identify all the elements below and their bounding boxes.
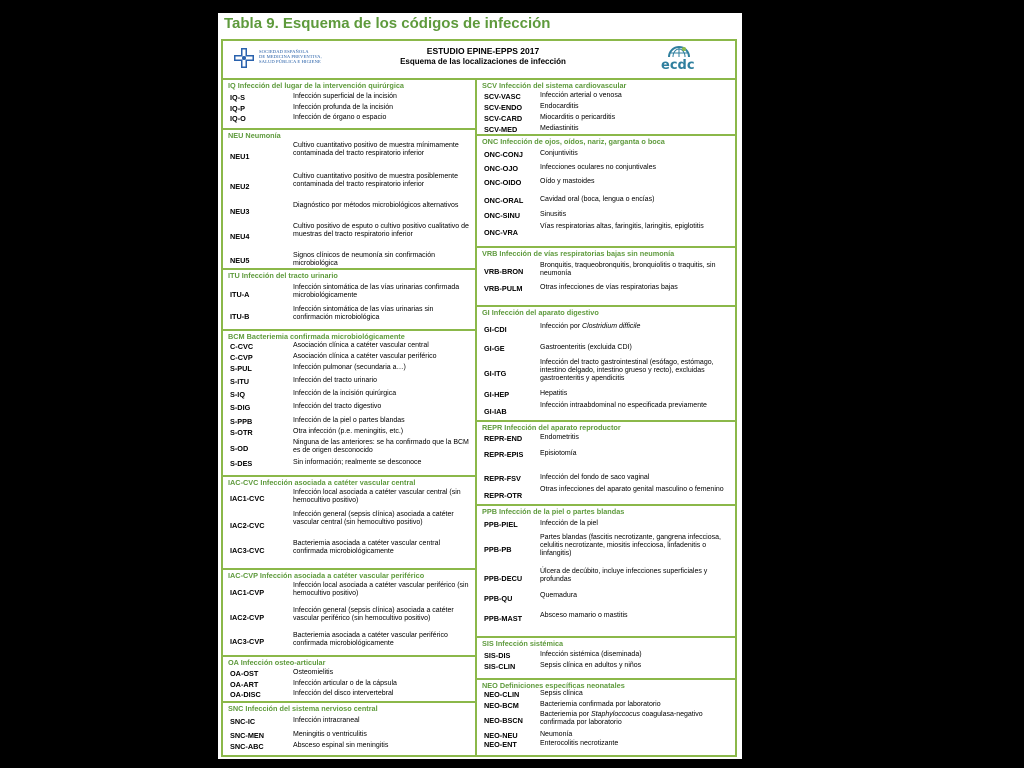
infection-description: Infección del tracto digestivo (293, 403, 382, 410)
table-row (477, 164, 735, 174)
infection-description: Vías respiratorias altas, faringitis, laringitis, epiglotitis (540, 223, 704, 230)
section-neu (223, 130, 475, 270)
section-title: SNC Infección del sistema nervioso central (228, 704, 378, 713)
infection-code: ONC-OIDO (484, 178, 522, 187)
ecdc-logo (659, 43, 709, 75)
infection-code: SNC-MEN (230, 731, 265, 740)
table-header (223, 41, 735, 80)
table-row (223, 489, 475, 509)
section-iq (223, 80, 475, 130)
infection-description: Cultivo cuantitativo positivo de muestra mínimamente contaminada del tracto respiratorio inferior (293, 142, 459, 157)
infection-code: S-PUL (230, 364, 252, 373)
infection-description: Infección del disco intervertebral (293, 690, 394, 697)
infection-code: PPB-PIEL (484, 520, 518, 529)
infection-code: IAC2-CVC (230, 521, 265, 530)
infection-code: NEO-NEU (484, 731, 518, 740)
section-title: OA Infección osteo-articular (228, 658, 326, 667)
section-sis (477, 638, 735, 680)
section-title: SIS Infección sistémica (482, 639, 564, 648)
infection-description: Otras infecciones de vías respiratorias bajas (540, 284, 678, 291)
table-row (477, 651, 735, 661)
section-title: IQ Infección del lugar de la intervención quirúrgica (228, 81, 404, 90)
table-row (477, 223, 735, 243)
infection-description: Endocarditis (540, 103, 579, 110)
infection-code: GI-ITG (484, 369, 507, 378)
table-row (477, 390, 735, 400)
infection-description: Infección por Clostridium difficile (540, 323, 641, 330)
infection-code: NEU4 (230, 232, 250, 241)
section-title: NEO Definiciones específicas neonatales (482, 681, 625, 690)
slide (218, 13, 742, 759)
infection-code: S-OD (230, 444, 249, 453)
infection-code: PPB-DECU (484, 574, 523, 583)
table-row (477, 196, 735, 206)
infection-code: NEO-BSCN (484, 716, 523, 725)
infection-code: S-ITU (230, 377, 250, 386)
section-title: NEU Neumonía (228, 131, 281, 140)
infection-code: ONC-ORAL (484, 196, 524, 205)
infection-description: Bacteriemia por Staphyloccocus coagulasa-negativo confirmada por laboratorio (540, 711, 703, 726)
table-row (223, 742, 475, 752)
infection-code: NEU1 (230, 152, 250, 161)
section-title: VRB Infección de vías respiratorias bajas sin neumonía (482, 249, 675, 258)
table-row (477, 520, 735, 530)
table-row (477, 125, 735, 135)
infection-description: Infección general (sepsis clínica) asociada a catéter vascular central (sin hemocultivo positivo) (293, 511, 454, 526)
infection-code: SNC-ABC (230, 742, 264, 751)
table-row (223, 582, 475, 604)
section-title: REPR Infección del aparato reproductor (482, 423, 621, 432)
infection-description: Endometritis (540, 434, 579, 441)
infection-code: IAC3-CVC (230, 546, 265, 555)
infection-description: Infección arterial o venosa (540, 92, 622, 99)
infection-description: Infección general (sepsis clínica) asociada a catéter vascular periférico (sin hemocultivo positivo) (293, 607, 454, 622)
section-onc (477, 136, 735, 248)
section-title: PPB Infección de la piel o partes blandas (482, 507, 625, 516)
infection-description: Úlcera de decúbito, incluye infecciones superficiales y profundas (540, 568, 708, 583)
infection-description: Infección intracraneal (293, 717, 360, 724)
infection-description: Otra infección (p.e. meningitis, etc.) (293, 428, 404, 435)
infection-description: Infecciones oculares no conjuntivales (540, 164, 656, 171)
section-neo (477, 680, 735, 755)
infection-description: Infección intraabdominal no especificada previamente (540, 402, 707, 409)
table-row (477, 662, 735, 672)
table-row (223, 439, 475, 459)
infection-code: C-CVC (230, 342, 254, 351)
infection-description: Infección del fondo de saco vaginal (540, 474, 650, 481)
infection-code: S-DIG (230, 403, 251, 412)
infection-description: Conjuntivitis (540, 150, 578, 157)
table-row (223, 717, 475, 727)
infection-code: ITU-B (230, 312, 250, 321)
infection-description: Cultivo positivo de esputo o cultivo positivo cualitativo de muestras del tracto respiratorio inferior (293, 223, 469, 238)
section-title: BCM Bacteriemia confirmada microbiológicamente (228, 332, 405, 341)
infection-code: VRB-BRON (484, 267, 524, 276)
infection-code: SCV-MED (484, 125, 518, 134)
table-row (223, 377, 475, 387)
table-row (477, 103, 735, 113)
infection-code: S-DES (230, 459, 253, 468)
infection-description: Mediastinitis (540, 125, 579, 132)
infection-description: Infección sintomática de las vías urinarias sin confirmación microbiológica (293, 306, 434, 321)
infection-description: Infección profunda de la incisión (293, 104, 394, 111)
infection-description: Otras infecciones del aparato genital masculino o femenino (540, 486, 724, 493)
infection-description: Sepsis clínica (540, 690, 583, 697)
table-row (223, 114, 475, 124)
infection-code: ONC-SINU (484, 211, 521, 220)
table-row (223, 417, 475, 427)
infection-code: OA-OST (230, 669, 259, 678)
infection-description: Meningitis o ventriculitis (293, 731, 367, 738)
sempsph-logo (231, 45, 331, 73)
table-row (223, 731, 475, 741)
infection-description: Asociación clínica a catéter vascular central (293, 342, 429, 349)
section-title: GI Infección del aparato digestivo (482, 308, 599, 317)
table-row (477, 323, 735, 337)
infection-description: Infección sistémica (diseminada) (540, 651, 642, 658)
section-repr (477, 422, 735, 506)
infection-description: Infección del tracto gastrointestinal (esófago, estómago, intestino delgado, intestino grueso y recto), excluidas gastroenteritis y apendicitis (540, 359, 714, 382)
section-itu (223, 270, 475, 331)
section-vrb (477, 248, 735, 307)
infection-description: Signos clínicos de neumonía sin confirmación microbiológica (293, 252, 436, 267)
infection-description: Sin información; realmente se desconoce (293, 459, 422, 466)
table-row (477, 474, 735, 484)
section-title: IAC-CVP Infección asociada a catéter vascular periférico (228, 571, 425, 580)
table-row (223, 173, 475, 201)
table-row (477, 434, 735, 444)
infection-code: S-PPB (230, 417, 253, 426)
table-row (223, 459, 475, 469)
table-row (223, 403, 475, 413)
infection-description: Infección local asociada a catéter vascular periférico (sin hemocultivo positivo) (293, 582, 469, 597)
infection-code: REPR-FSV (484, 474, 521, 483)
section-ppb (477, 506, 735, 638)
infection-description: Asociación clínica a catéter vascular periférico (293, 353, 437, 360)
table-row (223, 632, 475, 652)
infection-description: Infección de la incisión quirúrgica (293, 390, 397, 397)
table-row (477, 178, 735, 188)
codes-table (221, 39, 737, 757)
infection-code: NEU5 (230, 256, 250, 265)
study-subtitle: Esquema de las localizaciones de infección (400, 57, 566, 66)
infection-code: NEO-ENT (484, 740, 517, 749)
infection-code: IAC2-CVP (230, 613, 265, 622)
ecdc-wordmark: ecdc (661, 58, 695, 73)
table-row (223, 364, 475, 374)
infection-description: Partes blandas (fascitis necrotizante, gangrena infecciosa, celulitis necrotizante, miositis infecciosa, linfadenitis o linfangitis) (540, 534, 721, 557)
infection-code: IAC3-CVP (230, 637, 265, 646)
table-row (223, 142, 475, 172)
section-iac-cvc (223, 477, 475, 570)
infection-code: NEU2 (230, 182, 250, 191)
infection-description: Hepatitis (540, 390, 568, 397)
table-row (477, 344, 735, 354)
infection-description: Ninguna de las anteriores: se ha confirmado que la BCM es de origen desconocido (293, 439, 469, 454)
table-row (477, 92, 735, 102)
infection-code: IQ-S (230, 93, 245, 102)
section-oa (223, 657, 475, 703)
infection-description: Absceso espinal sin meningitis (293, 742, 389, 749)
table-row (477, 450, 735, 460)
table-row (223, 607, 475, 629)
table-row (223, 306, 475, 327)
infection-description: Infección de la piel (540, 520, 598, 527)
table-row (477, 486, 735, 506)
infection-code: REPR-EPIS (484, 450, 524, 459)
section-gi (477, 307, 735, 422)
table-row (223, 202, 475, 222)
table-row (223, 93, 475, 103)
infection-code: PPB-PB (484, 545, 512, 554)
table-row (223, 252, 475, 270)
sempsph-org-name: SOCIEDAD ESPAÑOLA DE MEDICINA PREVENTIVA, SALUD PÚBLICA E HIGIENE (259, 49, 322, 65)
sempsph-logo-icon (233, 47, 255, 69)
table-row (223, 540, 475, 562)
infection-code: NEO-BCM (484, 701, 519, 710)
table-row (477, 568, 735, 590)
table-row (477, 359, 735, 389)
table-row (477, 612, 735, 626)
table-row (223, 284, 475, 305)
infection-code: OA-ART (230, 680, 259, 689)
infection-code: SNC-IC (230, 717, 256, 726)
infection-code: SCV-CARD (484, 114, 523, 123)
infection-description: Infección pulmonar (secundaria a…) (293, 364, 406, 371)
infection-description: Enterocolitis necrotizante (540, 740, 619, 747)
infection-description: Infección del tracto urinario (293, 377, 378, 384)
table-row (477, 711, 735, 731)
infection-code: IAC1-CVC (230, 494, 265, 503)
table-row (223, 428, 475, 438)
infection-code: ONC-CONJ (484, 150, 523, 159)
table-row (223, 680, 475, 690)
slide-title: Tabla 9. Esquema de los códigos de infección (224, 15, 551, 32)
table-row (477, 284, 735, 294)
table-row (477, 114, 735, 124)
infection-code: REPR-OTR (484, 491, 523, 500)
infection-code: IQ-O (230, 114, 246, 123)
infection-description: Episiotomía (540, 450, 577, 457)
section-title: ITU Infección del tracto urinario (228, 271, 338, 280)
infection-code: SIS-DIS (484, 651, 511, 660)
infection-code: OA-DISC (230, 690, 261, 699)
table-row (477, 262, 735, 282)
table-row (223, 342, 475, 352)
infection-code: NEU3 (230, 207, 250, 216)
infection-code: SIS-CLIN (484, 662, 516, 671)
infection-code: GI-CDI (484, 325, 507, 334)
infection-description: Infección sintomática de las vías urinarias confirmada microbiológicamente (293, 284, 460, 299)
infection-code: PPB-QU (484, 594, 513, 603)
table-row (223, 390, 475, 400)
table-row (477, 592, 735, 606)
infection-code: ONC-OJO (484, 164, 519, 173)
infection-code: REPR-END (484, 434, 523, 443)
infection-code: GI-IAB (484, 407, 507, 416)
table-row (477, 534, 735, 566)
infection-description: Infección de órgano o espacio (293, 114, 387, 121)
table-row (223, 104, 475, 114)
infection-description: Sinusitis (540, 211, 567, 218)
table-row (223, 223, 475, 251)
table-row (477, 690, 735, 700)
table-row (223, 669, 475, 679)
infection-description: Infección superficial de la incisión (293, 93, 397, 100)
infection-code: GI-GE (484, 344, 505, 353)
infection-description: Sepsis clínica en adultos y niños (540, 662, 642, 669)
infection-description: Bacteriemia confirmada por laboratorio (540, 701, 661, 708)
table-row (223, 511, 475, 541)
infection-description: Neumonía (540, 731, 573, 738)
section-snc (223, 703, 475, 755)
infection-code: VRB-PULM (484, 284, 523, 293)
section-title: ONC Infección de ojos, oídos, nariz, garganta o boca (482, 137, 665, 146)
infection-description: Bronquitis, traqueobronquitis, bronquiolitis o traquitis, sin neumonía (540, 262, 716, 277)
infection-description: Absceso mamario o mastitis (540, 612, 628, 619)
infection-description: Oído y mastoides (540, 178, 595, 185)
section-title: IAC-CVC Infección asociada a catéter vascular central (228, 478, 416, 487)
infection-description: Bacteriemia asociada a catéter vascular central confirmada microbiológicamente (293, 540, 441, 555)
section-scv (477, 80, 735, 136)
infection-code: ONC-VRA (484, 228, 519, 237)
table-row (477, 701, 735, 711)
table-row (477, 740, 735, 750)
infection-code: SCV-VASC (484, 92, 521, 101)
infection-description: Infección local asociada a catéter vascular central (sin hemocultivo positivo) (293, 489, 461, 504)
section-iac-cvp (223, 570, 475, 657)
infection-code: SCV-ENDO (484, 103, 523, 112)
infection-code: IQ-P (230, 104, 245, 113)
table-row (223, 690, 475, 700)
infection-description: Miocarditis o pericarditis (540, 114, 616, 121)
infection-description: Bacteriemia asociada a catéter vascular periférico confirmada microbiológicamente (293, 632, 448, 647)
section-bcm (223, 331, 475, 477)
infection-description: Diagnóstico por métodos microbiológicos alternativos (293, 202, 459, 209)
infection-description: Gastroenteritis (excluida CDI) (540, 344, 632, 351)
infection-description: Quemadura (540, 592, 577, 599)
infection-code: NEO-CLIN (484, 690, 520, 699)
section-title: SCV Infección del sistema cardiovascular (482, 81, 627, 90)
infection-description: Osteomielitis (293, 669, 334, 676)
infection-code: S-OTR (230, 428, 253, 437)
table-row (223, 353, 475, 363)
infection-code: ITU-A (230, 290, 250, 299)
infection-code: C-CVP (230, 353, 253, 362)
infection-description: Cultivo cuantitativo positivo de muestra posiblemente contaminada del tracto respiratorio inferior (293, 173, 458, 188)
study-title: ESTUDIO EPINE-EPPS 2017 (426, 46, 540, 56)
infection-code: GI-HEP (484, 390, 510, 399)
table-row (477, 402, 735, 422)
infection-code: S-IQ (230, 390, 245, 399)
infection-code: IAC1-CVP (230, 588, 265, 597)
table-row (477, 211, 735, 221)
infection-description: Infección de la piel o partes blandas (293, 417, 405, 424)
infection-description: Cavidad oral (boca, lengua o encías) (540, 196, 655, 203)
infection-code: PPB-MAST (484, 614, 523, 623)
infection-description: Infección articular o de la cápsula (293, 680, 397, 687)
table-row (477, 150, 735, 160)
